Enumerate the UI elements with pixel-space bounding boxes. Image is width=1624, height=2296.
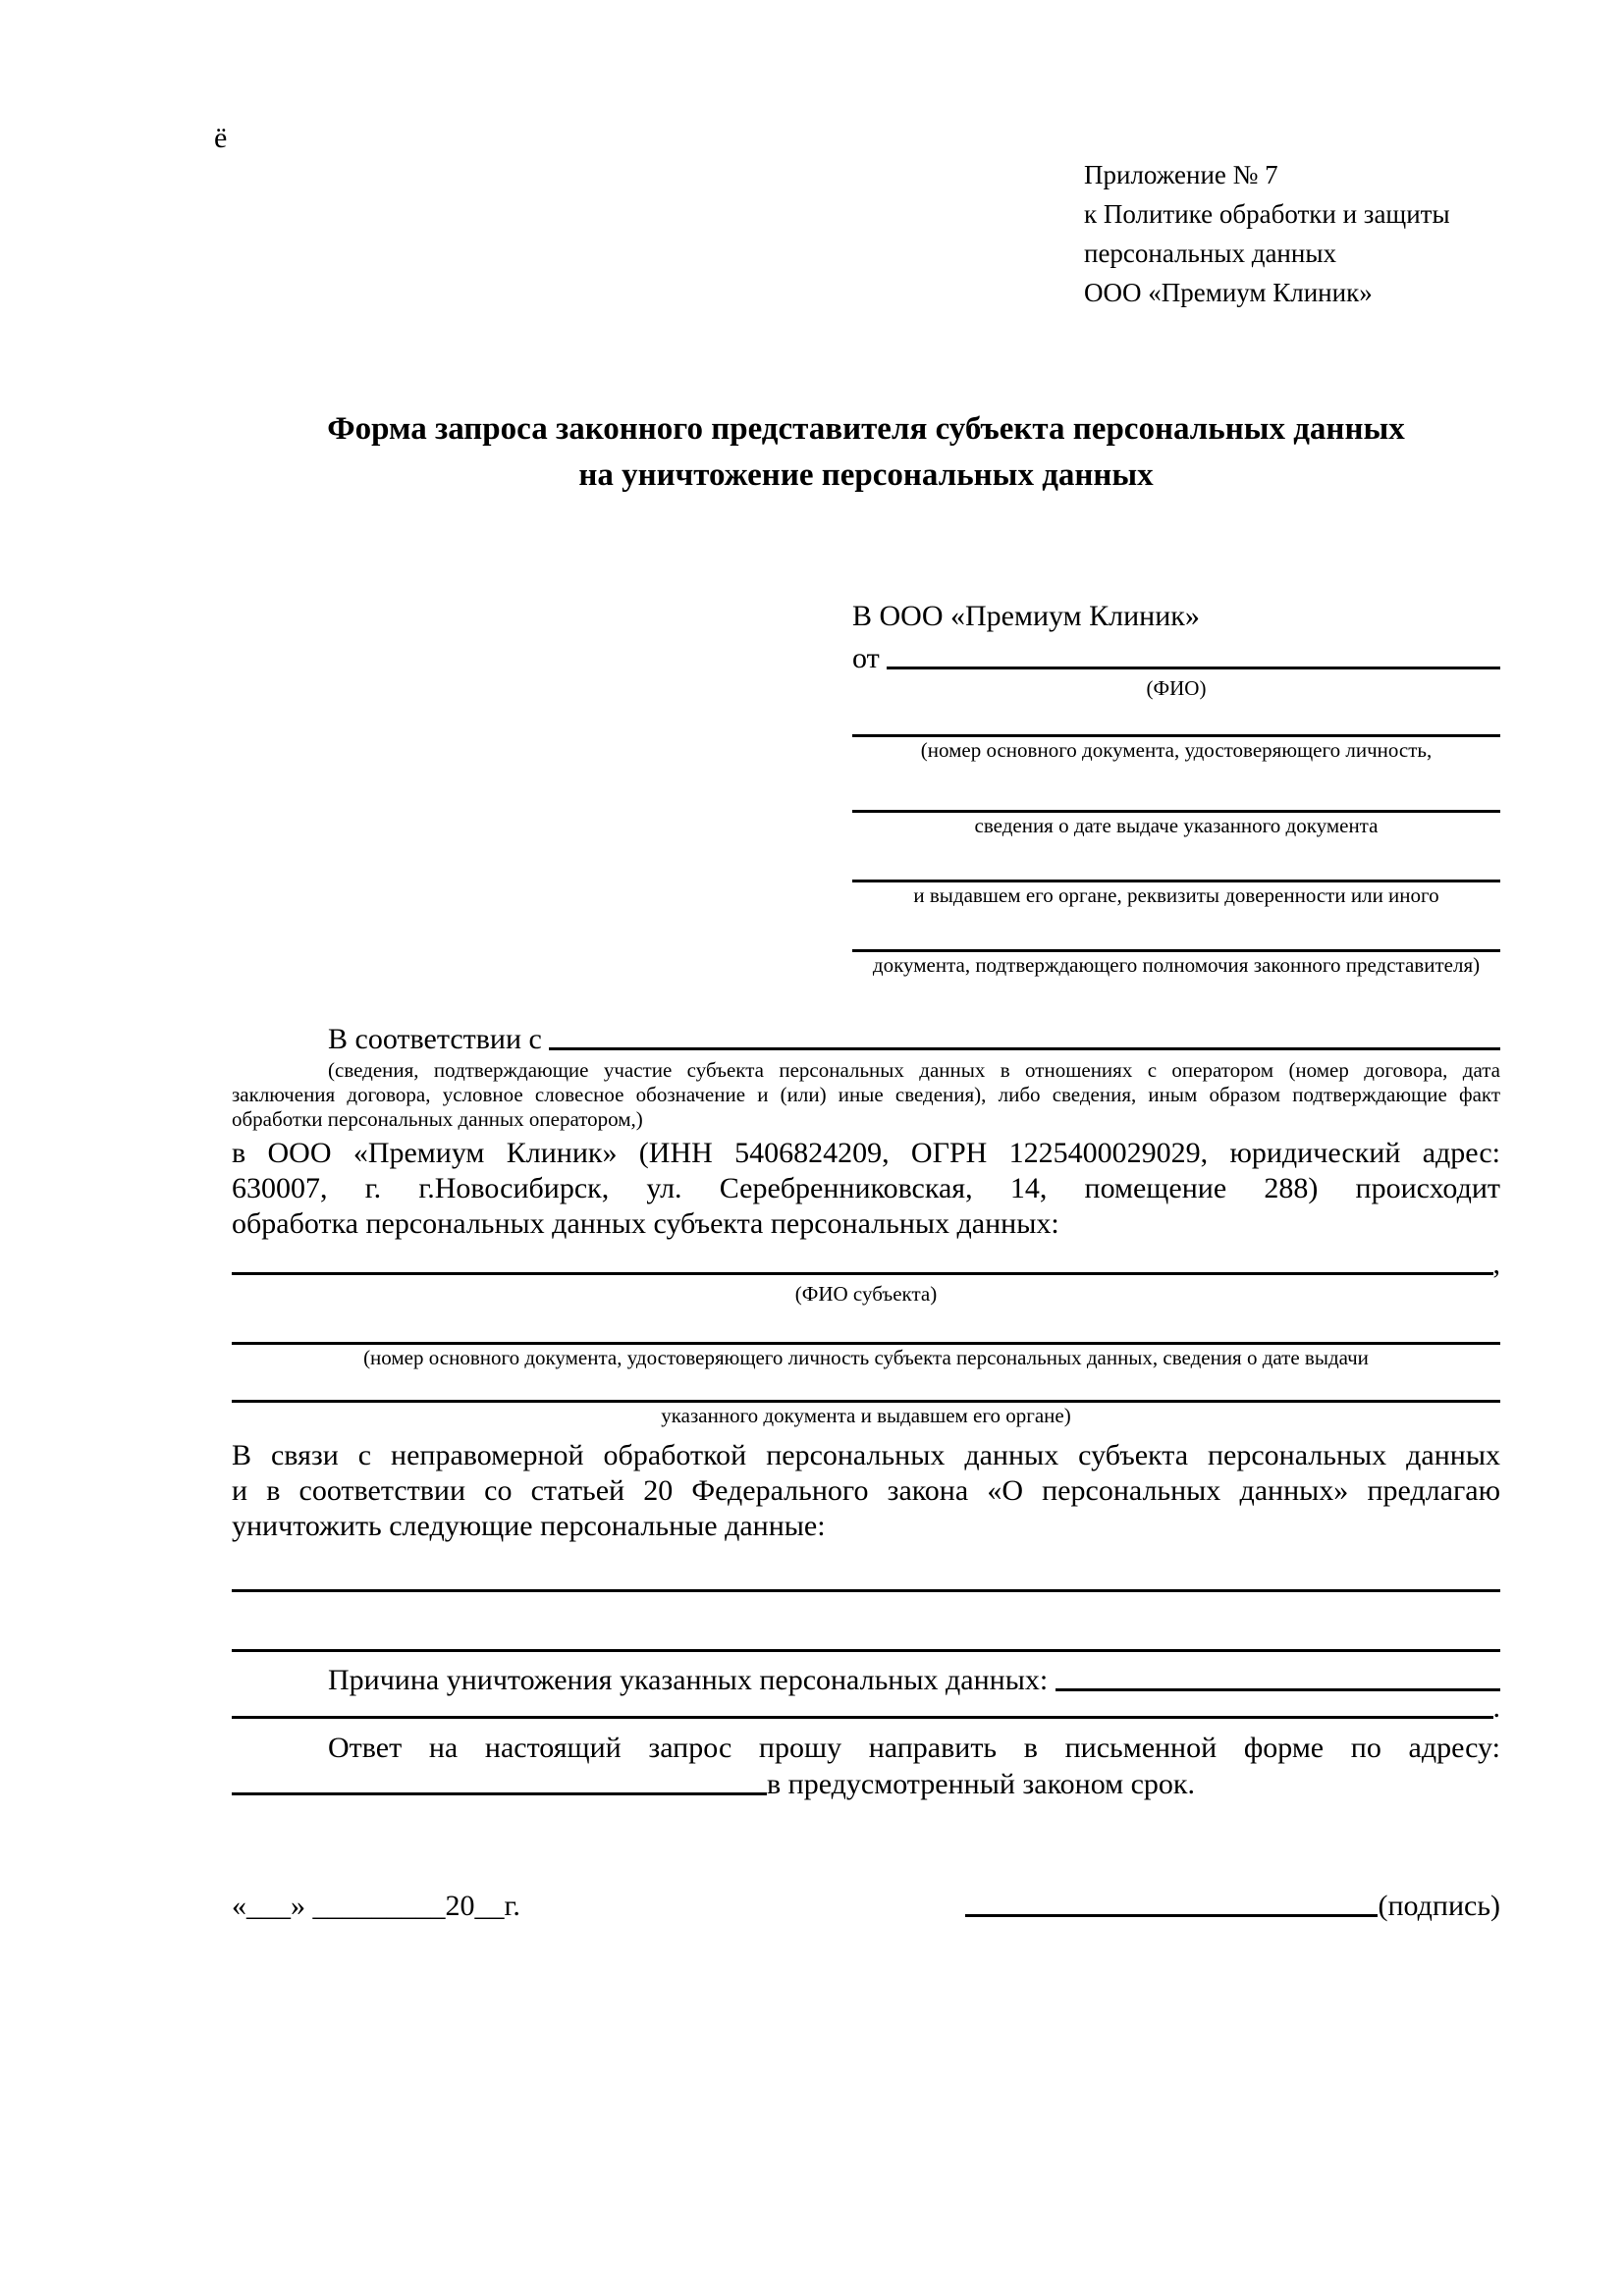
issuing-authority-blank-field xyxy=(852,846,1500,882)
accordance-blank-field xyxy=(549,1024,1500,1050)
issue-date-blank-field xyxy=(852,776,1500,813)
request-paragraph xyxy=(232,1438,1500,1544)
accordance-label: В соответствии с xyxy=(328,1023,550,1055)
subject-authority-blank-field xyxy=(232,1370,1500,1403)
appendix-header-line: к Политике обработки и защиты xyxy=(1084,199,1450,229)
footer-row xyxy=(232,1886,1500,1923)
from-row xyxy=(852,636,1500,675)
request-paragraph-line: В связи с неправомерной обработкой персональных данных субъекта персональных данных xyxy=(232,1439,1500,1471)
trailing-dot: . xyxy=(1492,1691,1500,1724)
addressee-organization: В ООО «Премиум Клиник» xyxy=(852,600,1200,632)
signature-blank-field xyxy=(965,1891,1378,1917)
addressee-block xyxy=(852,597,1500,978)
signature-caption: (подпись) xyxy=(1378,1890,1500,1922)
answer-tail: в предусмотренный законом срок. xyxy=(767,1768,1195,1800)
reason-continuation-row xyxy=(232,1691,1500,1725)
answer-address-row xyxy=(232,1766,1500,1801)
subject-fio-row xyxy=(232,1246,1500,1281)
document-content xyxy=(232,0,1500,1923)
fio-caption: (ФИО) xyxy=(1146,676,1207,700)
operator-paragraph xyxy=(232,1136,1500,1242)
document-title xyxy=(232,406,1500,499)
trailing-comma: , xyxy=(1492,1248,1500,1280)
appendix-header xyxy=(1084,155,1500,312)
accordance-small-print xyxy=(232,1058,1500,1132)
operator-paragraph-line: обработка персональных данных субъекта персональных данных: xyxy=(232,1207,1059,1240)
authority-document-caption: документа, подтверждающего полномочия законного представителя) xyxy=(872,953,1481,977)
accordance-row xyxy=(232,1019,1500,1056)
small-print-line: (сведения, подтверждающие участие субъекта персональных данных в отношениях с оператором (номер договора, дата xyxy=(328,1058,1500,1082)
answer-paragraph: Ответ на настоящий запрос прошу направить в письменной форме по адресу: xyxy=(328,1732,1500,1764)
date-line: «___» _________20__г. xyxy=(232,1890,520,1922)
operator-paragraph-line: 630007, г. г.Новосибирск, ул. Серебренниковская, 14, помещение 288) происходит xyxy=(232,1172,1500,1204)
appendix-header-line: ООО «Премиум Клиник» xyxy=(1084,278,1373,307)
operator-paragraph-line: в ООО «Премиум Клиник» (ИНН 5406824209, ОГРН 1225400029029, юридический адрес: xyxy=(232,1137,1500,1169)
document-number-caption: (номер основного документа, удостоверяющего личность, xyxy=(920,738,1433,762)
document-title-line: Форма запроса законного представителя субъекта персональных данных xyxy=(327,411,1405,447)
request-paragraph-line: уничтожить следующие персональные данные: xyxy=(232,1510,826,1542)
data-to-destroy-blank-field-2 xyxy=(232,1592,1500,1652)
from-label: от xyxy=(852,642,888,674)
issue-date-caption: сведения о дате выдаче указанного документа xyxy=(974,814,1379,837)
stray-char: ё xyxy=(214,122,228,154)
issuing-authority-caption: и выдавшем его органе, реквизиты доверенности или иного xyxy=(913,883,1439,907)
subject-fio-blank-field xyxy=(232,1249,1493,1275)
small-print-line: заключения договора, условное словесное обозначение и (или) иные сведения), либо сведения, иным образом подтверждающие факт xyxy=(232,1083,1500,1106)
appendix-header-line: персональных данных xyxy=(1084,239,1336,268)
reason-label: Причина уничтожения указанных персональных данных: xyxy=(328,1664,1049,1696)
document-title-line: на уничтожение персональных данных xyxy=(578,457,1154,493)
signature-group xyxy=(965,1890,1500,1923)
appendix-header-line: Приложение № 7 xyxy=(1084,160,1278,189)
reason-continuation-blank-field xyxy=(232,1692,1493,1719)
small-print-line: обработки персональных данных оператором,) xyxy=(232,1107,643,1131)
request-paragraph-line: и в соответствии со статьей 20 Федерального закона «О персональных данных» предлагаю xyxy=(232,1474,1500,1507)
subject-document-caption: (номер основного документа, удостоверяющего личность субъекта персональных данных, сведения о дате выдачи xyxy=(363,1346,1369,1369)
authority-document-blank-field xyxy=(852,916,1500,952)
reason-blank-field xyxy=(1056,1665,1500,1691)
subject-document-blank-field xyxy=(232,1310,1500,1345)
document-number-blank-field xyxy=(852,701,1500,737)
subject-authority-caption: указанного документа и выдавшем его органе) xyxy=(661,1404,1071,1427)
data-to-destroy-blank-field-1 xyxy=(232,1544,1500,1592)
subject-fio-caption: (ФИО субъекта) xyxy=(794,1282,938,1306)
fio-blank-field xyxy=(887,643,1500,669)
answer-address-blank-field xyxy=(232,1769,767,1795)
